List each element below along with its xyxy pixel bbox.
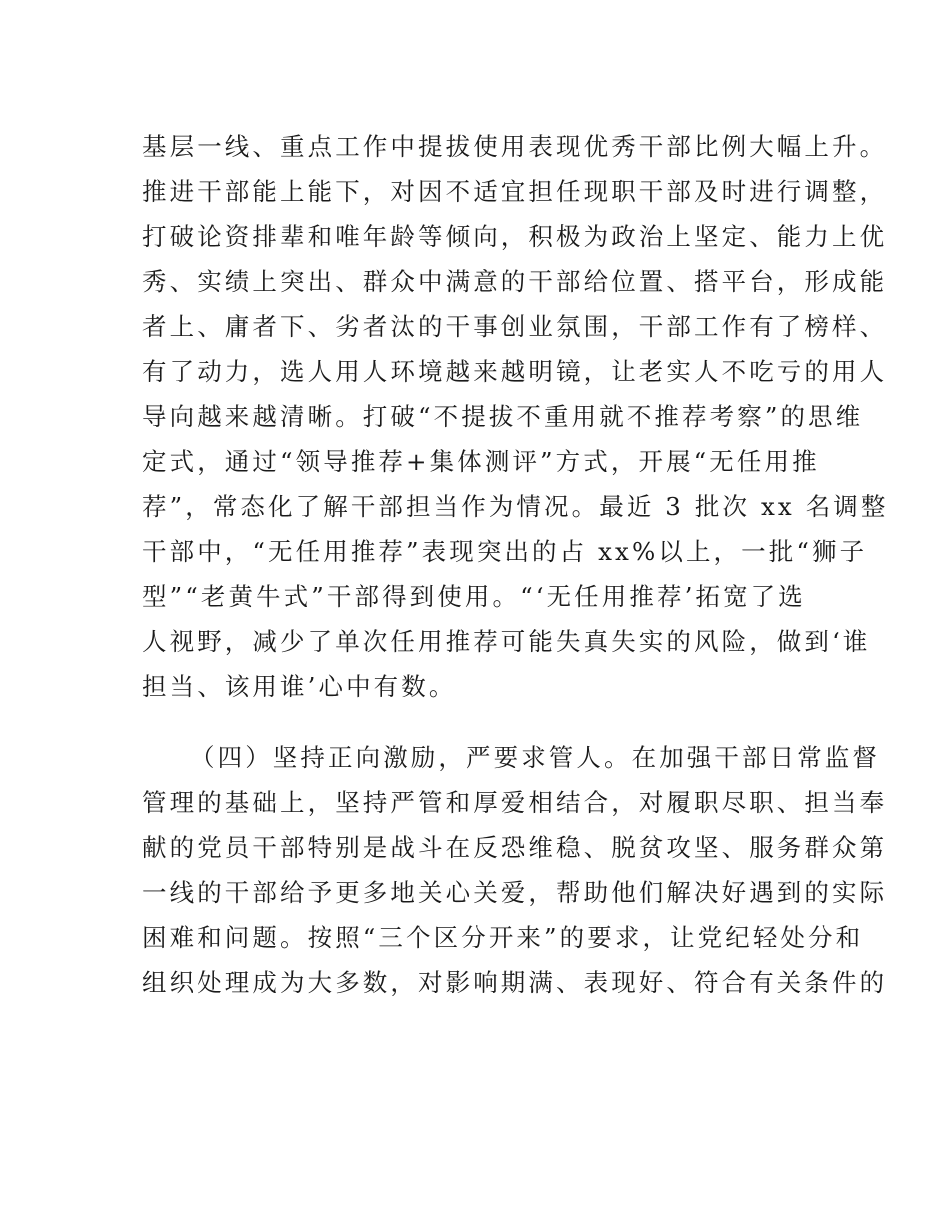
paragraph-1-line-12: 人视野，减少了单次任用推荐可能失真失实的风险，做到‘谁 — [142, 627, 871, 656]
paragraph-1-line-9: 荐”，常态化了解干部担当作为情况。最近 3 批次 xx 名调整 — [142, 492, 889, 521]
paragraph-1-line-11: 型”“老黄牛式”干部得到使用。“‘无任用推荐’拓宽了选 — [142, 582, 806, 611]
paragraph-2-line-4: 一线的干部给予更多地关心关爱，帮助他们解决好遇到的实际 — [142, 878, 888, 907]
paragraph-1-line-8: 定式，通过“领导推荐+集体测评”方式，开展“无任用推 — [142, 447, 820, 476]
paragraph-2-line-3: 献的党员干部特别是战斗在反恐维稳、脱贫攻坚、服务群众第 — [142, 833, 888, 862]
paragraph-2-line-6: 组织处理成为大多数，对影响期满、表现好、符合有关条件的 — [142, 968, 888, 997]
paragraph-1-line-1: 基层一线、重点工作中提拔使用表现优秀干部比例大幅上升。 — [142, 132, 888, 161]
paragraph-1-line-10: 干部中，“无任用推荐”表现突出的占 xx%以上，一批“狮子 — [142, 537, 868, 566]
paragraph-1-line-7: 导向越来越清晰。打破“不提拔不重用就不推荐考察”的思维 — [142, 402, 864, 431]
paragraph-2-line-1: （四）坚持正向激励，严要求管人。在加强干部日常监督 — [190, 743, 880, 772]
paragraph-1-line-5: 者上、庸者下、劣者汰的干事创业氛围，干部工作有了榜样、 — [142, 312, 888, 341]
paragraph-1-line-6: 有了动力，选人用人环境越来越明镜，让老实人不吃亏的用人 — [142, 357, 888, 386]
paragraph-1-line-2: 推进干部能上能下，对因不适宜担任现职干部及时进行调整， — [142, 177, 888, 206]
paragraph-2-line-2: 管理的基础上，坚持严管和厚爱相结合，对履职尽职、担当奉 — [142, 788, 888, 817]
paragraph-1-line-13: 担当、该用谁’心中有数。 — [142, 672, 457, 701]
paragraph-2-line-5: 困难和问题。按照“三个区分开来”的要求，让党纪轻处分和 — [142, 923, 864, 952]
paragraph-1-line-4: 秀、实绩上突出、群众中满意的干部给位置、搭平台，形成能 — [142, 267, 888, 296]
paragraph-1-line-3: 打破论资排辈和唯年龄等倾向，积极为政治上坚定、能力上优 — [142, 222, 888, 251]
